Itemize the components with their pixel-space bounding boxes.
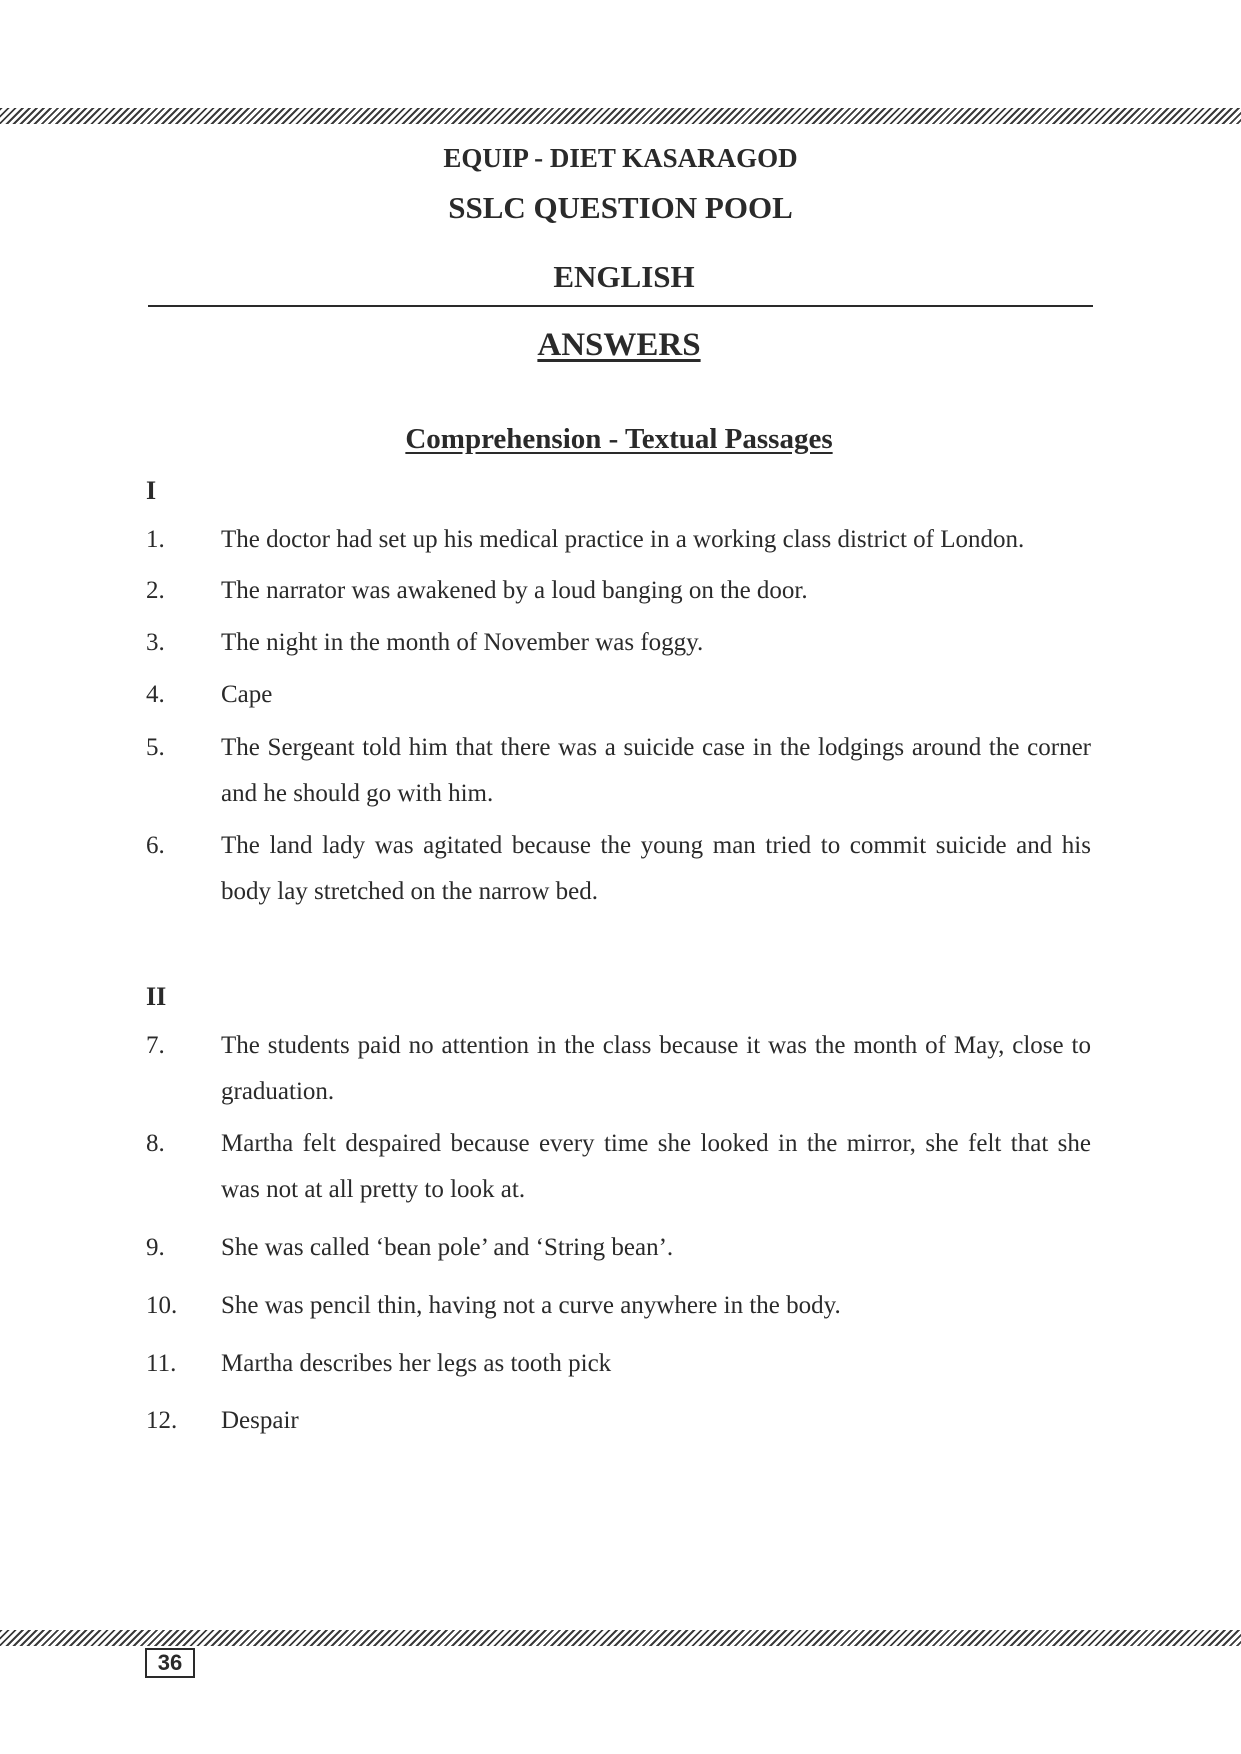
part-label: I (146, 476, 157, 505)
organization-title: EQUIP - DIET KASARAGOD (443, 143, 798, 173)
subject-title: ENGLISH (553, 259, 695, 294)
answer-number: 6. (146, 832, 165, 859)
top-hatched-border (0, 108, 1241, 124)
answer-number: 2. (146, 577, 165, 604)
answer-number: 9. (146, 1234, 165, 1261)
answer-text: The land lady was agitated because the young man tried to commit suicide and his body lay stretched on the narrow bed. (221, 832, 1091, 905)
answer-number: 1. (146, 526, 165, 553)
answer-number: 7. (146, 1032, 165, 1059)
answer-text: The doctor had set up his medical practice in a working class district of London. (221, 526, 1025, 553)
answer-number: 11. (146, 1350, 177, 1377)
answers-heading: ANSWERS (537, 327, 701, 363)
answer-text: She was called ‘bean pole’ and ‘String bean’. (221, 1234, 674, 1261)
answer-text: Martha describes her legs as tooth pick (221, 1350, 612, 1377)
answer-text: The Sergeant told him that there was a suicide case in the lodgings around the corner and he should go with him. (221, 734, 1091, 807)
answer-text: The students paid no attention in the class because it was the month of May, close to graduation. (221, 1032, 1091, 1105)
answer-text: Martha felt despaired because every time she looked in the mirror, she felt that she was not at all pretty to look at. (221, 1130, 1091, 1203)
question-pool-title: SSLC QUESTION POOL (448, 190, 793, 225)
answer-text: Despair (221, 1407, 299, 1434)
header-divider (148, 305, 1093, 307)
answer-number: 8. (146, 1130, 165, 1157)
part-label: II (146, 982, 167, 1011)
page-number: 36 (145, 1648, 195, 1678)
answer-text: Cape (221, 681, 273, 708)
answer-number: 3. (146, 629, 165, 656)
answer-text: The narrator was awakened by a loud banging on the door. (221, 577, 808, 604)
bottom-hatched-border (0, 1630, 1241, 1646)
section-title: Comprehension - Textual Passages (405, 423, 833, 455)
answer-number: 5. (146, 734, 165, 761)
answer-text: She was pencil thin, having not a curve anywhere in the body. (221, 1292, 841, 1319)
answer-number: 4. (146, 681, 165, 708)
answer-text: The night in the month of November was foggy. (221, 629, 704, 656)
answer-number: 12. (146, 1407, 178, 1434)
answer-number: 10. (146, 1292, 178, 1319)
